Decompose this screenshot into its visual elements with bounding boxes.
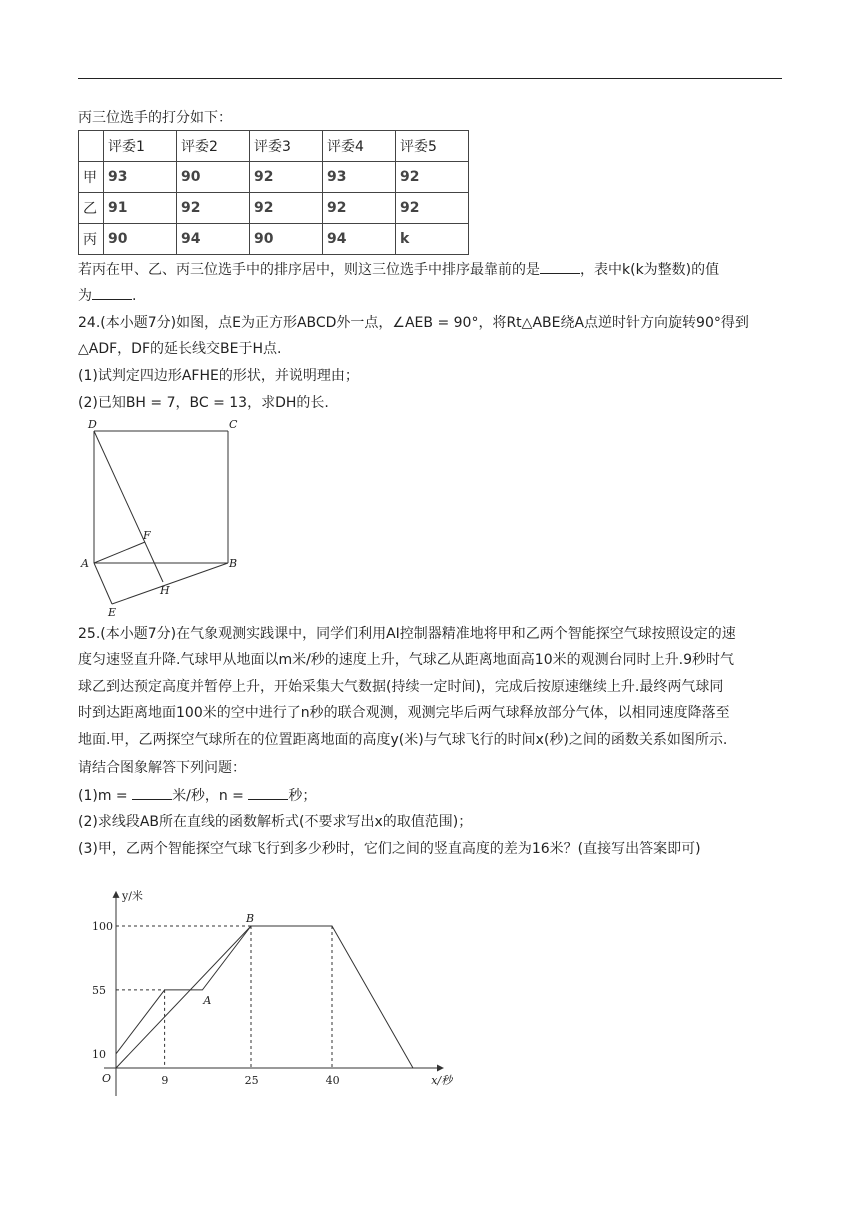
q24-line2: △ADF，DF的延长线交BE于H点.: [78, 341, 282, 357]
score-cell: 92: [396, 193, 469, 224]
point-a-label: A: [203, 993, 212, 1007]
table-header-row: [79, 131, 469, 162]
row-name: 甲: [79, 162, 104, 193]
score-cell: 92: [177, 193, 250, 224]
score-cell: 93: [323, 162, 396, 193]
y-axis-label: y/米: [122, 889, 143, 903]
label-c: C: [229, 418, 238, 431]
label-a: A: [81, 557, 89, 570]
square-figure: [78, 416, 258, 621]
q23-text-c: 为: [78, 288, 92, 304]
q25-line1: 25.(本小题7分)在气象观测实践课中，同学们利用AI控制器精准地将甲和乙两个智能探空气球按照设定的速: [78, 626, 736, 642]
series-line: [116, 926, 413, 1068]
q25-sub2: (2)求线段AB所在直线的函数解析式(不要求写出x的取值范围)；: [78, 814, 473, 830]
answer-blank-n[interactable]: [248, 785, 288, 800]
label-h: H: [160, 584, 170, 597]
sub1-text-c: 秒；: [288, 788, 317, 804]
x-tick-label: 9: [161, 1074, 169, 1087]
q23-text-a: 若丙在甲、乙、丙三位选手中的排序居中，则这三位选手中排序最靠前的是: [78, 262, 540, 278]
score-cell: 92: [396, 162, 469, 193]
table-row: [79, 193, 469, 224]
score-cell: 92: [250, 193, 323, 224]
table-header-cell: 评委1: [104, 131, 177, 162]
q25-line5: 地面.甲，乙两探空气球所在的位置距离地面的高度y(米)与气球飞行的时间x(秒)之间的函数关系如图所示.: [78, 732, 728, 748]
header-rule: [78, 78, 782, 79]
q24-line3: (1)试判定四边形AFHE的形状，并说明理由；: [78, 368, 359, 384]
score-cell: 94: [323, 224, 396, 255]
segment-ae: [94, 563, 112, 604]
answer-blank[interactable]: [92, 285, 132, 300]
x-tick-label: 40: [325, 1074, 340, 1087]
q23-text-d: .: [132, 288, 137, 304]
q25-sub1: [78, 785, 316, 806]
table-header-cell: 评委5: [396, 131, 469, 162]
label-e: E: [108, 606, 117, 619]
table-row: [79, 162, 469, 193]
x-tick-label: 25: [244, 1074, 259, 1087]
table-header-cell: 评委2: [177, 131, 250, 162]
q25-line4: 时到达距离地面100米的空中进行了n秒的联合观测，观测完毕后两气球释放部分气体，以相同速度降落至: [78, 705, 730, 721]
q25-line2: 度匀速竖直升降.气球甲从地面以m米/秒的速度上升，气球乙从距离地面高10米的观测台同时上升.9秒时气: [78, 652, 734, 668]
sub1-text-a: (1)m =: [78, 788, 128, 804]
q23-line1: [78, 259, 719, 280]
table-header-cell: 评委4: [323, 131, 396, 162]
sub1-text-b: 米/秒，n =: [172, 788, 244, 804]
label-b: B: [229, 557, 238, 570]
table-header-cell: 评委3: [250, 131, 323, 162]
y-tick-label: 10: [92, 1047, 106, 1061]
q25-line3: 球乙到达预定高度并暂停上升，开始采集大气数据(持续一定时间)，完成后按原速继续上升.最终两气球同: [78, 679, 724, 695]
table-header-cell: [79, 131, 104, 162]
score-cell: 90: [250, 224, 323, 255]
intro-line: 丙三位选手的打分如下：: [78, 110, 232, 126]
score-cell: 90: [177, 162, 250, 193]
origin-label: O: [102, 1072, 112, 1085]
row-name: 丙: [79, 224, 104, 255]
row-name: 乙: [79, 193, 104, 224]
q24-line1: 24.(本小题7分)如图，点E为正方形ABCD外一点，∠AEB = 90°，将Rt△ABE绕A点逆时针方向旋转90°得到: [78, 315, 749, 331]
segment-dh: [94, 431, 163, 582]
score-cell: 93: [104, 162, 177, 193]
table-row: [79, 224, 469, 255]
score-table: [78, 130, 469, 255]
y-tick-label: 55: [92, 983, 106, 997]
score-cell: k: [396, 224, 469, 255]
balloon-chart: [80, 868, 453, 1098]
score-cell: 91: [104, 193, 177, 224]
segment-af: [94, 542, 145, 563]
x-axis-label: x/秒: [431, 1074, 453, 1087]
label-f: F: [143, 529, 151, 542]
q25-line6: 请结合图象解答下列问题：: [78, 760, 246, 776]
y-tick-label: 100: [92, 920, 113, 933]
q25-sub3: (3)甲，乙两个智能探空气球飞行到多少秒时，它们之间的竖直高度的差为16米？(直接写出答案即可): [78, 841, 701, 857]
score-cell: 92: [323, 193, 396, 224]
point-b-label: B: [246, 912, 255, 925]
q23-text-b: ，表中k(k为整数)的值: [580, 262, 720, 278]
score-cell: 92: [250, 162, 323, 193]
answer-blank-m[interactable]: [132, 785, 172, 800]
answer-blank[interactable]: [540, 259, 580, 274]
q23-line2: [78, 285, 136, 306]
q24-line4: (2)已知BH = 7，BC = 13，求DH的长.: [78, 395, 329, 411]
score-cell: 94: [177, 224, 250, 255]
segment-eb: [112, 563, 228, 604]
score-cell: 90: [104, 224, 177, 255]
label-d: D: [88, 418, 97, 431]
